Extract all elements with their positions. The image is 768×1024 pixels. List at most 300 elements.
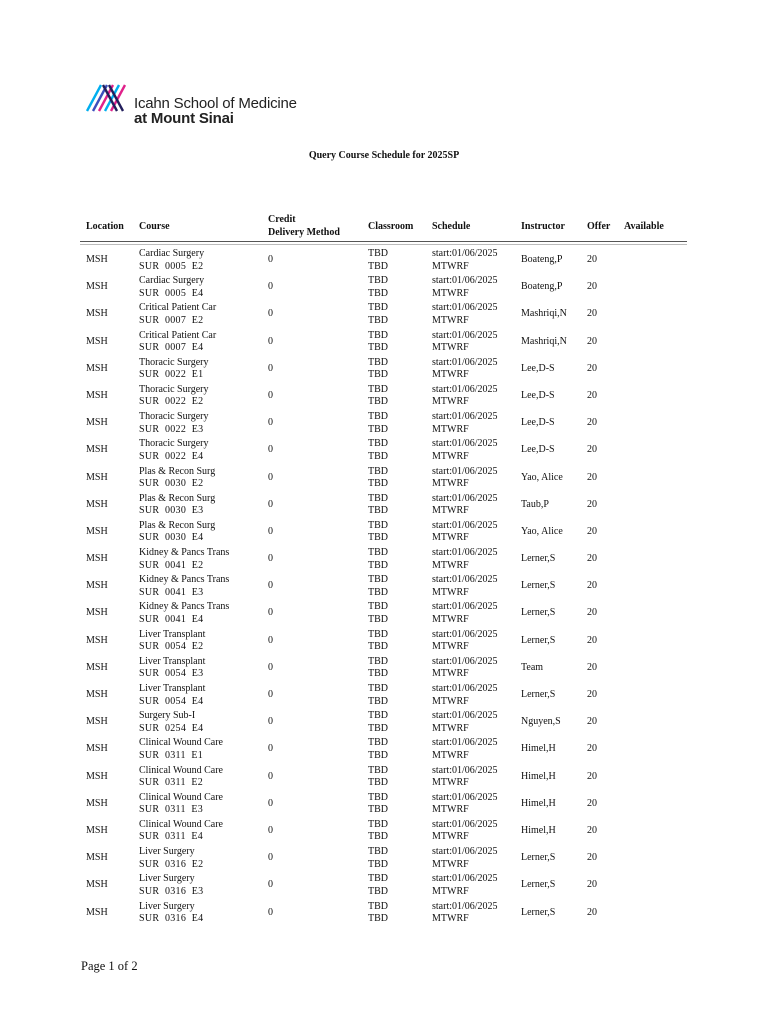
cell-offer: 20: [587, 661, 597, 673]
course-title: Thoracic Surgery: [139, 383, 209, 395]
col-offer-header: Offer: [587, 221, 611, 232]
classroom-line-1: TBD: [368, 248, 388, 259]
cell-schedule: [432, 384, 498, 409]
schedule-days: MTWRF: [432, 831, 469, 843]
cell-classroom: [368, 493, 388, 518]
course-title: Kidney & Pancs Trans: [139, 547, 230, 559]
classroom-line-2: TBD: [368, 532, 388, 544]
cell-offer: 20: [587, 634, 597, 646]
col-course-header: Course: [139, 221, 170, 232]
schedule-days: MTWRF: [432, 396, 469, 408]
classroom-line-1: TBD: [368, 275, 388, 287]
cell-offer: 20: [587, 471, 597, 483]
classroom-line-1: TBD: [368, 737, 388, 749]
cell-classroom: [368, 765, 388, 790]
cell-course: [139, 601, 229, 626]
cell-offer: 20: [587, 553, 597, 565]
cell-course: [139, 466, 215, 491]
cell-location: MSH: [86, 879, 108, 891]
cell-instructor: Lerner,S: [521, 634, 556, 646]
table-row: [0, 791, 768, 818]
schedule-days: MTWRF: [432, 342, 469, 354]
cell-instructor: Yao, Alice: [521, 525, 563, 537]
schedule-start: start:01/06/2025: [432, 900, 498, 912]
cell-offer: 20: [587, 607, 597, 619]
cell-location: MSH: [86, 770, 108, 782]
cell-location: MSH: [86, 580, 108, 592]
cell-credit: 0: [268, 362, 273, 374]
cell-location: MSH: [86, 797, 108, 809]
cell-credit: 0: [268, 689, 273, 700]
cell-course: [139, 302, 216, 327]
classroom-line-2: TBD: [368, 749, 388, 761]
header-rule-secondary: [80, 244, 687, 245]
schedule-start: start:01/06/2025: [432, 764, 498, 776]
schedule-start: start:01/06/2025: [432, 737, 498, 749]
table-row: [0, 573, 768, 600]
classroom-line-1: TBD: [368, 655, 388, 667]
table-row: [0, 437, 768, 464]
cell-instructor: Boateng,P: [521, 254, 563, 265]
cell-credit: 0: [268, 525, 273, 537]
col-location-header: Location: [86, 221, 124, 232]
schedule-days: MTWRF: [432, 777, 469, 789]
classroom-line-2: TBD: [368, 858, 388, 870]
cell-course: [139, 357, 209, 382]
course-title: Cardiac Surgery: [139, 248, 205, 259]
classroom-line-2: TBD: [368, 342, 388, 354]
cell-schedule: [432, 302, 498, 327]
cell-location: MSH: [86, 743, 108, 755]
classroom-line-2: TBD: [368, 885, 388, 897]
cell-course: [139, 520, 215, 545]
cell-course: [139, 248, 204, 273]
cell-classroom: [368, 466, 388, 491]
classroom-line-2: TBD: [368, 450, 388, 462]
institution-logo: [84, 82, 297, 126]
cell-classroom: [368, 411, 388, 436]
cell-classroom: [368, 737, 388, 762]
cell-classroom: [368, 819, 388, 844]
cell-instructor: Himel,H: [521, 824, 556, 836]
cell-credit: 0: [268, 389, 273, 401]
cell-location: MSH: [86, 389, 108, 401]
cell-classroom: [368, 248, 388, 273]
schedule-days: MTWRF: [432, 858, 469, 870]
table-row: [0, 410, 768, 437]
cell-classroom: [368, 438, 388, 463]
cell-credit: 0: [268, 634, 273, 646]
cell-course: [139, 656, 205, 681]
schedule-start: start:01/06/2025: [432, 846, 498, 858]
schedule-start: start:01/06/2025: [432, 574, 498, 586]
table-row: [0, 492, 768, 519]
schedule-days: MTWRF: [432, 641, 469, 653]
classroom-line-1: TBD: [368, 873, 388, 885]
course-code: SUR 0254 E4: [139, 722, 204, 734]
table-row: [0, 736, 768, 763]
classroom-line-2: TBD: [368, 423, 388, 435]
cell-classroom: [368, 384, 388, 409]
schedule-start: start:01/06/2025: [432, 383, 498, 395]
col-instructor-header: Instructor: [521, 221, 565, 232]
classroom-line-1: TBD: [368, 764, 388, 776]
classroom-line-1: TBD: [368, 601, 388, 613]
table-row: [0, 329, 768, 356]
cell-location: MSH: [86, 281, 108, 293]
classroom-line-2: TBD: [368, 505, 388, 517]
cell-course: [139, 411, 209, 436]
cell-course: [139, 330, 216, 355]
classroom-line-1: TBD: [368, 492, 388, 504]
cell-course: [139, 547, 229, 572]
classroom-line-1: TBD: [368, 438, 388, 450]
course-title: Surgery Sub-I: [139, 710, 196, 722]
course-title: Critical Patient Car: [139, 302, 217, 314]
cell-classroom: [368, 656, 388, 681]
course-title: Liver Transplant: [139, 683, 206, 694]
schedule-days: MTWRF: [432, 287, 469, 299]
cell-offer: 20: [587, 281, 597, 293]
cell-location: MSH: [86, 661, 108, 673]
table-row: [0, 872, 768, 899]
course-code: SUR 0311 E4: [139, 831, 204, 843]
cell-classroom: [368, 710, 388, 735]
schedule-days: MTWRF: [432, 559, 469, 571]
course-code: SUR 0007 E2: [139, 314, 204, 326]
classroom-line-2: TBD: [368, 396, 388, 408]
classroom-line-2: TBD: [368, 831, 388, 843]
col-classroom-header: Classroom: [368, 221, 414, 232]
cell-instructor: Mashriqi,N: [521, 335, 567, 347]
cell-offer: 20: [587, 254, 597, 265]
cell-instructor: Himel,H: [521, 797, 556, 809]
cell-location: MSH: [86, 852, 108, 864]
cell-location: MSH: [86, 716, 108, 728]
course-title: Clinical Wound Care: [139, 764, 223, 776]
classroom-line-1: TBD: [368, 628, 388, 640]
cell-offer: 20: [587, 906, 597, 918]
cell-classroom: [368, 873, 388, 898]
cell-instructor: Team: [521, 661, 544, 673]
cell-schedule: [432, 683, 498, 708]
cell-location: MSH: [86, 525, 108, 537]
cell-schedule: [432, 411, 498, 436]
schedule-start: start:01/06/2025: [432, 873, 498, 885]
cell-schedule: [432, 710, 498, 735]
cell-credit: 0: [268, 743, 273, 755]
table-row: [0, 845, 768, 872]
cell-credit: 0: [268, 797, 273, 809]
course-title: Thoracic Surgery: [139, 438, 209, 450]
cell-instructor: Lerner,S: [521, 906, 556, 918]
logo-line-1: Icahn School of Medicine: [134, 95, 297, 112]
course-code: SUR 0316 E2: [139, 858, 204, 870]
course-code: SUR 0007 E4: [139, 342, 204, 354]
classroom-line-1: TBD: [368, 791, 388, 803]
cell-offer: 20: [587, 580, 597, 592]
course-title: Thoracic Surgery: [139, 356, 209, 368]
course-title: Clinical Wound Care: [139, 818, 223, 830]
cell-course: [139, 765, 223, 790]
table-row: [0, 900, 768, 927]
cell-offer: 20: [587, 770, 597, 782]
classroom-line-1: TBD: [368, 574, 388, 586]
course-code: SUR 0041 E3: [139, 586, 204, 598]
classroom-line-1: TBD: [368, 411, 388, 423]
cell-credit: 0: [268, 716, 273, 728]
cell-instructor: Lerner,S: [521, 607, 556, 619]
cell-instructor: Lerner,S: [521, 580, 556, 592]
table-row: [0, 764, 768, 791]
course-code: SUR 0022 E2: [139, 396, 204, 408]
cell-schedule: [432, 656, 498, 681]
schedule-days: MTWRF: [432, 722, 469, 734]
table-row: [0, 546, 768, 573]
schedule-days: MTWRF: [432, 586, 469, 598]
course-title: Liver Surgery: [139, 900, 195, 912]
cell-credit: 0: [268, 335, 273, 347]
course-title: Liver Surgery: [139, 873, 195, 885]
cell-classroom: [368, 574, 388, 599]
cell-schedule: [432, 873, 498, 898]
schedule-start: start:01/06/2025: [432, 248, 498, 259]
col-schedule-header: Schedule: [432, 221, 471, 232]
schedule-days: MTWRF: [432, 668, 469, 680]
cell-instructor: Himel,H: [521, 743, 556, 755]
course-code: SUR 0005 E2: [139, 260, 204, 272]
table-row: [0, 628, 768, 655]
cell-schedule: [432, 438, 498, 463]
cell-offer: 20: [587, 498, 597, 510]
cell-classroom: [368, 683, 388, 708]
cell-classroom: [368, 901, 388, 926]
classroom-line-2: TBD: [368, 668, 388, 680]
classroom-line-2: TBD: [368, 260, 388, 272]
classroom-line-2: TBD: [368, 804, 388, 816]
schedule-days: MTWRF: [432, 532, 469, 544]
cell-instructor: Taub,P: [521, 498, 549, 510]
classroom-line-2: TBD: [368, 777, 388, 789]
cell-location: MSH: [86, 444, 108, 456]
cell-instructor: Himel,H: [521, 770, 556, 782]
cell-schedule: [432, 792, 498, 817]
cell-classroom: [368, 547, 388, 572]
cell-classroom: [368, 792, 388, 817]
cell-course: [139, 574, 229, 599]
mount-sinai-logo-icon: [84, 82, 130, 112]
cell-credit: 0: [268, 308, 273, 320]
cell-instructor: Lerner,S: [521, 852, 556, 864]
cell-classroom: [368, 601, 388, 626]
cell-instructor: Boateng,P: [521, 281, 563, 293]
cell-offer: 20: [587, 824, 597, 836]
cell-credit: 0: [268, 879, 273, 891]
schedule-start: start:01/06/2025: [432, 411, 498, 423]
cell-course: [139, 873, 203, 898]
course-code: SUR 0005 E4: [139, 287, 204, 299]
course-title: Liver Transplant: [139, 628, 206, 640]
cell-course: [139, 629, 205, 654]
cell-instructor: Lee,D-S: [521, 444, 555, 456]
classroom-line-2: TBD: [368, 586, 388, 598]
cell-schedule: [432, 819, 498, 844]
cell-location: MSH: [86, 607, 108, 619]
course-title: Kidney & Pancs Trans: [139, 574, 230, 586]
schedule-days: MTWRF: [432, 804, 469, 816]
cell-schedule: [432, 901, 498, 926]
classroom-line-1: TBD: [368, 465, 388, 477]
classroom-line-2: TBD: [368, 559, 388, 571]
cell-location: MSH: [86, 824, 108, 836]
course-code: SUR 0311 E1: [139, 749, 204, 761]
course-code: SUR 0030 E2: [139, 478, 204, 489]
table-row: [0, 383, 768, 410]
cell-schedule: [432, 248, 498, 273]
cell-location: MSH: [86, 689, 108, 700]
cell-instructor: Lee,D-S: [521, 362, 555, 374]
cell-schedule: [432, 493, 498, 518]
cell-offer: 20: [587, 689, 597, 700]
course-code: SUR 0311 E2: [139, 777, 204, 789]
cell-credit: 0: [268, 607, 273, 619]
cell-location: MSH: [86, 471, 108, 483]
header-rule: [80, 241, 687, 242]
cell-schedule: [432, 547, 498, 572]
course-title: Cardiac Surgery: [139, 275, 205, 287]
cell-course: [139, 710, 203, 735]
cell-credit: 0: [268, 281, 273, 293]
table-row: [0, 655, 768, 682]
course-code: SUR 0054 E3: [139, 668, 204, 680]
schedule-days: MTWRF: [432, 450, 469, 462]
schedule-days: MTWRF: [432, 505, 469, 517]
cell-course: [139, 901, 203, 926]
schedule-start: start:01/06/2025: [432, 791, 498, 803]
cell-offer: 20: [587, 879, 597, 891]
cell-course: [139, 275, 204, 300]
cell-classroom: [368, 357, 388, 382]
cell-instructor: Nguyen,S: [521, 716, 561, 728]
table-row: [0, 274, 768, 301]
schedule-start: start:01/06/2025: [432, 628, 498, 640]
cell-instructor: Lee,D-S: [521, 389, 555, 401]
cell-instructor: Mashriqi,N: [521, 308, 567, 320]
cell-classroom: [368, 275, 388, 300]
classroom-line-1: TBD: [368, 710, 388, 722]
page-number: Page 1 of 2: [81, 959, 138, 973]
course-code: SUR 0022 E3: [139, 423, 204, 435]
schedule-start: start:01/06/2025: [432, 818, 498, 830]
schedule-start: start:01/06/2025: [432, 547, 498, 559]
schedule-start: start:01/06/2025: [432, 302, 498, 314]
cell-schedule: [432, 846, 498, 871]
report-title: Query Course Schedule for 2025SP: [308, 150, 460, 161]
cell-credit: 0: [268, 580, 273, 592]
cell-credit: 0: [268, 770, 273, 782]
course-code: SUR 0022 E4: [139, 450, 204, 462]
classroom-line-2: TBD: [368, 314, 388, 326]
cell-offer: 20: [587, 362, 597, 374]
schedule-days: MTWRF: [432, 913, 469, 924]
schedule-days: MTWRF: [432, 260, 469, 272]
table-row: [0, 301, 768, 328]
schedule-start: start:01/06/2025: [432, 683, 498, 694]
classroom-line-1: TBD: [368, 846, 388, 858]
classroom-line-2: TBD: [368, 478, 388, 489]
cell-location: MSH: [86, 553, 108, 565]
schedule-start: start:01/06/2025: [432, 601, 498, 613]
schedule-start: start:01/06/2025: [432, 492, 498, 504]
classroom-line-1: TBD: [368, 329, 388, 341]
cell-location: MSH: [86, 362, 108, 374]
classroom-line-1: TBD: [368, 547, 388, 559]
course-title: Liver Surgery: [139, 846, 195, 858]
cell-offer: 20: [587, 335, 597, 347]
cell-schedule: [432, 765, 498, 790]
cell-location: MSH: [86, 308, 108, 320]
cell-course: [139, 493, 215, 518]
course-code: SUR 0054 E4: [139, 695, 204, 707]
cell-offer: 20: [587, 417, 597, 429]
table-row: [0, 356, 768, 383]
schedule-days: MTWRF: [432, 695, 469, 707]
course-code: SUR 0316 E3: [139, 885, 204, 897]
table-row: [0, 818, 768, 845]
schedule-start: start:01/06/2025: [432, 465, 498, 477]
classroom-line-2: TBD: [368, 613, 388, 625]
cell-course: [139, 438, 209, 463]
schedule-start: start:01/06/2025: [432, 519, 498, 531]
cell-course: [139, 846, 203, 871]
course-code: SUR 0054 E2: [139, 641, 204, 653]
cell-credit: 0: [268, 471, 273, 483]
classroom-line-1: TBD: [368, 683, 388, 694]
cell-offer: 20: [587, 716, 597, 728]
classroom-line-1: TBD: [368, 818, 388, 830]
course-code: SUR 0041 E2: [139, 559, 204, 571]
cell-instructor: Lerner,S: [521, 553, 556, 565]
schedule-days: MTWRF: [432, 885, 469, 897]
classroom-line-1: TBD: [368, 302, 388, 314]
cell-classroom: [368, 330, 388, 355]
cell-credit: 0: [268, 852, 273, 864]
cell-location: MSH: [86, 335, 108, 347]
classroom-line-2: TBD: [368, 695, 388, 707]
schedule-days: MTWRF: [432, 478, 469, 489]
classroom-line-2: TBD: [368, 722, 388, 734]
cell-credit: 0: [268, 553, 273, 565]
course-code: SUR 0041 E4: [139, 613, 204, 625]
classroom-line-1: TBD: [368, 383, 388, 395]
table-row: [0, 682, 768, 709]
cell-location: MSH: [86, 417, 108, 429]
cell-schedule: [432, 737, 498, 762]
cell-instructor: Lerner,S: [521, 879, 556, 891]
cell-credit: 0: [268, 254, 273, 265]
schedule-days: MTWRF: [432, 423, 469, 435]
schedule-start: start:01/06/2025: [432, 710, 498, 722]
cell-offer: 20: [587, 308, 597, 320]
col-credit-header: Credit: [268, 214, 296, 225]
cell-instructor: Lee,D-S: [521, 417, 555, 429]
cell-classroom: [368, 520, 388, 545]
schedule-start: start:01/06/2025: [432, 329, 498, 341]
cell-schedule: [432, 357, 498, 382]
classroom-line-2: TBD: [368, 913, 388, 924]
cell-instructor: Yao, Alice: [521, 471, 563, 483]
classroom-line-2: TBD: [368, 287, 388, 299]
